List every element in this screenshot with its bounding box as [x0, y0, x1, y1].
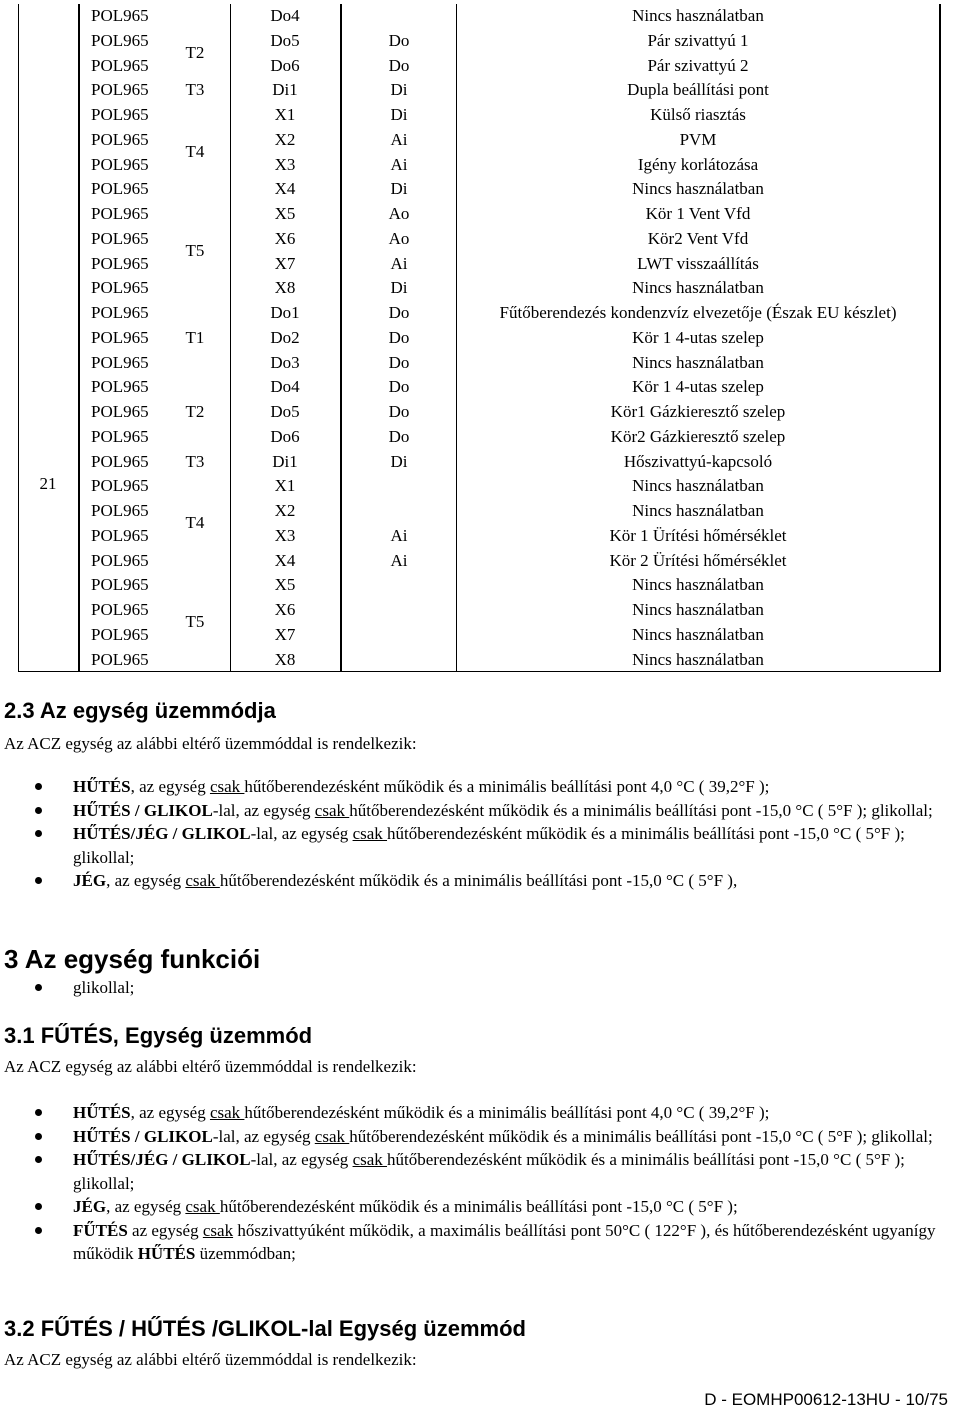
cell-signal-type: Do: [388, 303, 410, 322]
cell-terminal: X2: [274, 501, 296, 520]
list-item-text: hűtőberendezésként működik és a minimális beállítási pont -15,0 °C ( 5°F ),: [219, 871, 738, 890]
section-heading-3: 3 Az egység funkciói: [4, 944, 261, 974]
io-table: [18, 4, 941, 672]
table-divider: [456, 4, 457, 672]
table-border-left: [18, 4, 19, 672]
list-item: [0, 1195, 960, 1219]
mode-name: HŰTÉS: [73, 1103, 131, 1122]
list-item-text: csak: [314, 1126, 350, 1146]
list-item-text: hűtőberendezésként működik és a minimális beállítási pont -15,0 °C ( 5°F ); glikollal;: [73, 824, 905, 867]
cell-description: Kör 1 Vent Vfd: [645, 204, 751, 223]
cell-description: Kör 2 Ürítési hőmérséklet: [609, 550, 787, 570]
cell-signal-type: Ai: [390, 550, 408, 570]
cell-terminal: Di1: [272, 451, 298, 471]
cell-signal-type: Do: [388, 377, 410, 397]
cell-terminal: X2: [274, 129, 296, 149]
cell-signal-type: [342, 598, 456, 623]
cell-controller: POL965: [91, 154, 149, 174]
list-item-text: csak: [352, 1150, 388, 1169]
mode-name: JÉG: [73, 1197, 107, 1216]
cell-description: Nincs használatban: [632, 501, 764, 520]
cell-controller: POL965: [91, 80, 149, 100]
list-item-text: -lal, az egység: [212, 800, 315, 820]
cell-terminal: Do6: [270, 426, 300, 446]
cell-terminal: X3: [274, 525, 296, 545]
cell-signal-type: Di: [390, 105, 408, 124]
cell-description: Fűtőberendezés kondenzvíz elvezetője (Észak EU készlet): [499, 303, 897, 322]
bullet-icon: [35, 783, 42, 790]
cell-controller: POL965: [91, 352, 149, 372]
cell-terminal-group: T3: [185, 451, 205, 471]
cell-controller: POL965: [91, 204, 149, 223]
cell-controller: POL965: [91, 476, 149, 496]
cell-controller: POL965: [91, 129, 149, 149]
list-item-text: , az egység: [106, 871, 186, 890]
cell-controller: POL965: [91, 624, 149, 644]
cell-description: Nincs használatban: [632, 600, 764, 619]
cell-controller: POL965: [91, 600, 149, 619]
cell-signal-type: [342, 623, 456, 648]
cell-description: Nincs használatban: [632, 6, 764, 25]
cell-terminal-group: T2: [185, 402, 205, 421]
list-item: [0, 775, 960, 799]
cell-terminal-group: T3: [185, 80, 205, 100]
cell-controller: POL965: [91, 525, 149, 545]
list-item-text: glikollal;: [73, 978, 135, 997]
list-item-text: hűtőberendezésként működik és a minimális beállítási pont -15,0 °C ( 5°F ); glikollal;: [349, 800, 933, 820]
cell-description: Igény korlátozása: [637, 154, 759, 174]
mode-name: FŰTÉS: [73, 1220, 128, 1240]
cell-terminal: Do6: [270, 55, 300, 75]
cell-terminal: X7: [274, 624, 296, 644]
cell-signal-type: Ai: [390, 525, 408, 545]
cell-controller: POL965: [91, 501, 149, 520]
section-heading-3-1: 3.1 FŰTÉS, Egység üzemmód: [4, 1023, 313, 1048]
cell-controller: POL965: [91, 451, 149, 471]
section-intro: Az ACZ egység az alábbi eltérő üzemmóddal is rendelkezik:: [4, 1350, 417, 1369]
cell-description: Pár szivattyú 1: [647, 30, 749, 50]
list-item-text: hűtőberendezésként működik és a minimális beállítási pont -15,0 °C ( 5°F );: [219, 1197, 738, 1216]
cell-terminal: X6: [274, 228, 296, 248]
cell-terminal-group: T5: [185, 241, 205, 261]
cell-terminal-group: T5: [185, 612, 205, 632]
cell-terminal: Do4: [270, 6, 300, 25]
list-item-text: csak: [352, 824, 388, 843]
bullet-icon: [35, 807, 42, 814]
table-divider: [78, 4, 80, 672]
page-footer: D - EOMHP00612-13HU - 10/75: [704, 1390, 948, 1409]
mode-name: JÉG: [73, 871, 107, 890]
cell-description: Kör 1 4-utas szelep: [632, 327, 764, 347]
cell-signal-type: Do: [388, 30, 410, 50]
list-item-text: hűtőberendezésként működik és a minimális beállítási pont 4,0 °C ( 39,2°F );: [244, 1103, 770, 1122]
list-item-text: , az egység: [106, 1197, 186, 1216]
list-item-text: csak: [209, 1103, 245, 1122]
cell-description: Kör 1 Ürítési hőmérséklet: [609, 525, 787, 545]
cell-controller: POL965: [91, 253, 149, 273]
bullet-icon: [35, 1227, 42, 1234]
cell-description: Nincs használatban: [632, 352, 764, 372]
mode-name: HŰTÉS: [137, 1244, 196, 1263]
mode-name: HŰTÉS / GLIKOL: [73, 800, 213, 820]
section-intro: Az ACZ egység az alábbi eltérő üzemmóddal is rendelkezik:: [4, 734, 417, 753]
section-heading-2-3: 2.3 Az egység üzemmódja: [4, 698, 276, 723]
cell-signal-type: [342, 499, 456, 524]
cell-signal-type: Di: [390, 80, 408, 100]
cell-description: Dupla beállítási pont: [627, 80, 769, 100]
bullet-icon: [35, 1109, 42, 1116]
cell-terminal: X4: [274, 179, 296, 199]
list-item-text: csak: [314, 800, 350, 820]
cell-controller: POL965: [91, 327, 149, 347]
cell-signal-type: Do: [388, 327, 410, 347]
list-item: [0, 1219, 960, 1266]
cell-terminal: Do4: [270, 377, 300, 397]
cell-description: Nincs használatban: [632, 278, 764, 298]
list-item: [0, 799, 960, 823]
mode-name: HŰTÉS/JÉG / GLIKOL: [73, 1150, 251, 1169]
mode-list: [0, 1101, 960, 1266]
list-item-text: hűtőberendezésként működik és a minimális beállítási pont -15,0 °C ( 5°F ); glikollal;: [349, 1126, 933, 1146]
list-item-text: csak: [209, 777, 245, 796]
list-item-text: hűtőberendezésként működik és a minimális beállítási pont -15,0 °C ( 5°F ); glikollal;: [73, 1150, 905, 1193]
table-border-right: [939, 4, 941, 672]
cell-description: Nincs használatban: [632, 649, 764, 669]
group-number: 21: [39, 474, 57, 493]
list-item-text: hőszivattyúként működik, a maximális beállítási pont 50°C ( 122°F ), és hűtőberendezésként ugyanígy működik: [73, 1220, 936, 1263]
section-heading-3-2: 3.2 FŰTÉS / HŰTÉS /GLIKOL-lal Egység üzemmód: [4, 1316, 526, 1341]
cell-description: Nincs használatban: [632, 179, 764, 199]
cell-terminal: X8: [274, 649, 296, 669]
cell-controller: POL965: [91, 649, 149, 669]
list-item-text: csak: [185, 871, 220, 890]
cell-signal-type: Ai: [390, 154, 408, 174]
cell-terminal: Do2: [270, 327, 300, 347]
cell-description: PVM: [679, 129, 717, 149]
bullet-icon: [35, 830, 42, 837]
bullet-icon: [35, 984, 42, 991]
list-item: [0, 869, 960, 893]
list-item-text: csak: [202, 1220, 234, 1240]
cell-signal-type: Ao: [388, 204, 410, 223]
cell-terminal: X5: [274, 575, 296, 595]
list-item: [0, 1125, 960, 1149]
cell-terminal: X1: [274, 105, 296, 124]
cell-terminal: X7: [274, 253, 296, 273]
cell-description: Pár szivattyú 2: [647, 55, 749, 75]
cell-terminal: X3: [274, 154, 296, 174]
cell-signal-type: Do: [388, 402, 410, 421]
list-item: [0, 976, 960, 1000]
cell-controller: POL965: [91, 228, 149, 248]
cell-signal-type: Di: [390, 179, 408, 199]
list-item: [0, 822, 960, 869]
cell-terminal-group: T4: [185, 142, 205, 162]
cell-description: Kör 1 4-utas szelep: [632, 377, 764, 397]
cell-signal-type: Do: [388, 426, 410, 446]
function-list: [0, 976, 960, 1000]
cell-controller: POL965: [91, 377, 149, 397]
section-intro: Az ACZ egység az alábbi eltérő üzemmóddal is rendelkezik:: [4, 1057, 417, 1076]
list-item-text: az egység: [127, 1220, 203, 1240]
list-item-text: hűtőberendezésként működik és a minimális beállítási pont 4,0 °C ( 39,2°F );: [244, 777, 770, 796]
cell-controller: POL965: [91, 550, 149, 570]
cell-controller: POL965: [91, 426, 149, 446]
cell-terminal: Do5: [270, 30, 300, 50]
cell-signal-type: Di: [390, 451, 408, 471]
cell-terminal: X5: [274, 204, 296, 223]
cell-terminal: X6: [274, 600, 296, 619]
cell-description: Nincs használatban: [632, 476, 764, 496]
cell-controller: POL965: [91, 402, 149, 421]
list-item-text: , az egység: [130, 1103, 210, 1122]
cell-description: Kör2 Gázkieresztő szelep: [610, 426, 786, 446]
cell-description: Nincs használatban: [632, 624, 764, 644]
list-item: [0, 1101, 960, 1125]
cell-terminal: Do3: [270, 352, 300, 372]
cell-description: Hőszivattyú-kapcsoló: [623, 451, 773, 471]
cell-controller: POL965: [91, 575, 149, 595]
list-item-text: -lal, az egység: [212, 1126, 315, 1146]
list-item-text: -lal, az egység: [250, 824, 353, 843]
cell-controller: POL965: [91, 179, 149, 199]
cell-terminal: Di1: [272, 80, 298, 100]
cell-terminal: Do5: [270, 402, 300, 421]
mode-name: HŰTÉS / GLIKOL: [73, 1126, 213, 1146]
cell-terminal: Do1: [270, 303, 300, 322]
bullet-icon: [35, 1133, 42, 1140]
cell-description: Kör1 Gázkieresztő szelep: [610, 402, 786, 421]
cell-signal-type: [342, 648, 456, 673]
mode-list: [0, 775, 960, 893]
cell-controller: POL965: [91, 303, 149, 322]
cell-controller: POL965: [91, 278, 149, 298]
cell-terminal: X1: [274, 476, 296, 496]
cell-signal-type: Do: [388, 352, 410, 372]
list-item-text: -lal, az egység: [250, 1150, 353, 1169]
cell-signal-type: Do: [388, 55, 410, 75]
cell-description: Nincs használatban: [632, 575, 764, 595]
cell-description: Külső riasztás: [650, 105, 746, 124]
cell-signal-type: Ai: [390, 129, 408, 149]
cell-terminal: X4: [274, 550, 296, 570]
cell-signal-type: [342, 4, 456, 29]
cell-signal-type: Ai: [390, 253, 408, 273]
bullet-icon: [35, 1203, 42, 1210]
cell-controller: POL965: [91, 6, 149, 25]
mode-name: HŰTÉS/JÉG / GLIKOL: [73, 824, 251, 843]
cell-controller: POL965: [91, 30, 149, 50]
cell-controller: POL965: [91, 105, 149, 124]
list-item-text: csak: [185, 1197, 220, 1216]
cell-terminal-group: T2: [185, 43, 205, 63]
cell-signal-type: [342, 474, 456, 499]
cell-controller: POL965: [91, 55, 149, 75]
list-item-text: üzemmódban;: [195, 1244, 296, 1263]
cell-terminal-group: T1: [185, 327, 205, 347]
bullet-icon: [35, 877, 42, 884]
cell-signal-type: [342, 573, 456, 598]
list-item: [0, 1148, 960, 1195]
cell-description: LWT visszaállítás: [637, 253, 759, 273]
cell-terminal: X8: [274, 278, 296, 298]
bullet-icon: [35, 1156, 42, 1163]
mode-name: HŰTÉS: [73, 777, 131, 796]
cell-description: Kör2 Vent Vfd: [647, 228, 749, 248]
cell-signal-type: Ao: [388, 228, 410, 248]
cell-signal-type: Di: [390, 278, 408, 298]
list-item-text: , az egység: [130, 777, 210, 796]
cell-terminal-group: T4: [185, 513, 205, 533]
